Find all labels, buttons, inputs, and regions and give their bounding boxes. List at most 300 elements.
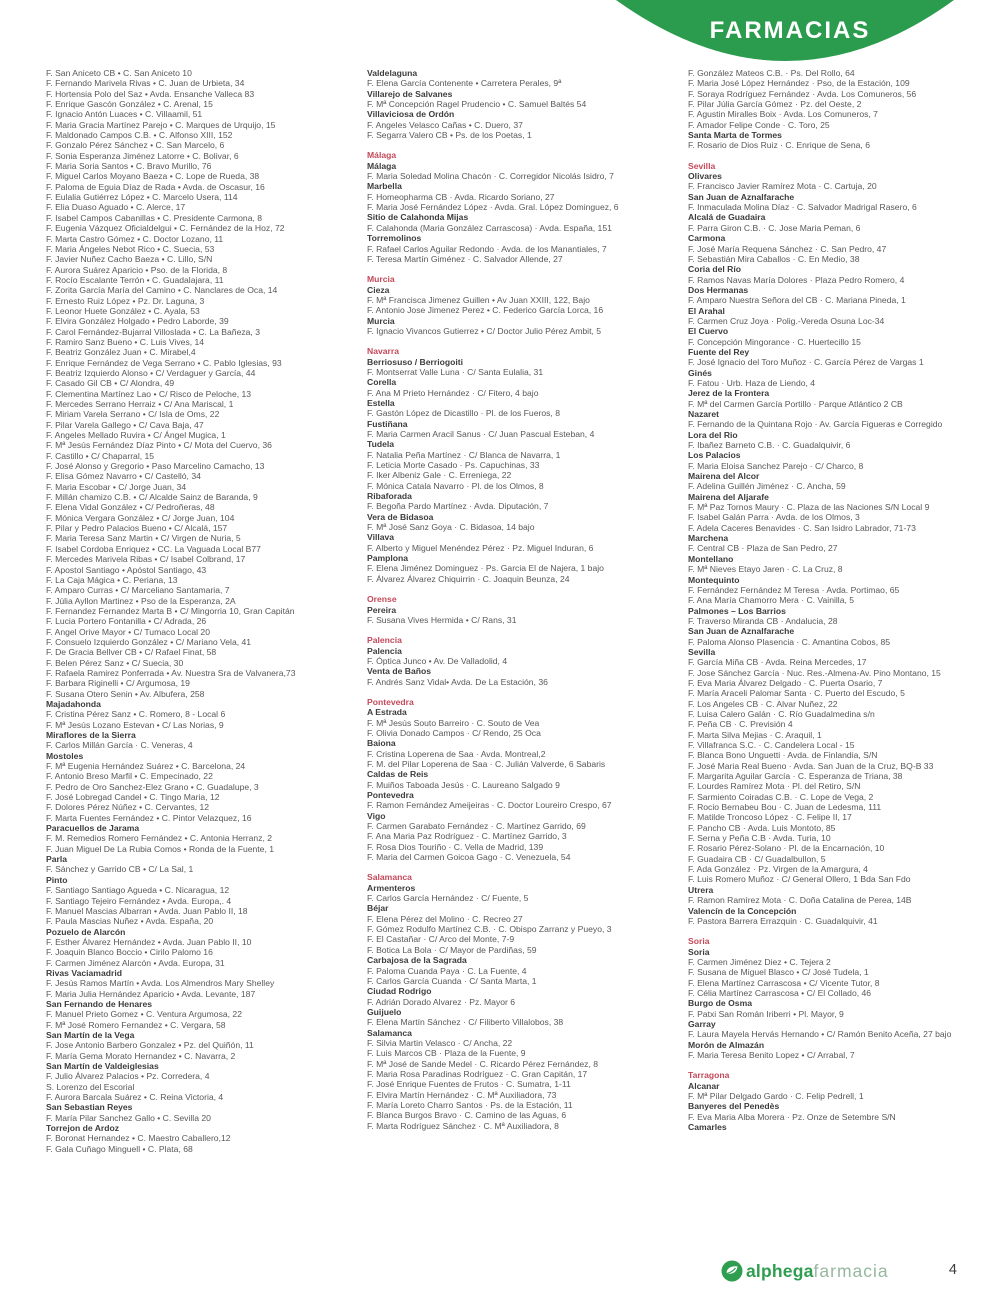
pharmacy-entry: F. Maria Escobar • C/ Jorge Juan, 34 bbox=[46, 481, 187, 492]
city-heading: Majadahonda bbox=[46, 698, 101, 709]
city-heading: Montellano bbox=[688, 553, 734, 564]
pharmacy-entry: F. Isabel Cordoba Enriquez • CC. La Vaguada Local B77 bbox=[46, 543, 261, 554]
city-heading: Málaga bbox=[367, 160, 397, 171]
pharmacy-entry: F. Maria Teresa Benito Lopez • C/ Arrabal, 7 bbox=[688, 1049, 855, 1060]
pharmacy-entry: F. Maria José López Hernández · Pso, de la Estación, 109 bbox=[688, 78, 910, 89]
city-heading: Paracuellos de Jarama bbox=[46, 823, 140, 834]
pharmacy-entry: F. Boronat Hernandez • C. Maestro Caballero,12 bbox=[46, 1133, 231, 1144]
city-heading: Villava bbox=[367, 532, 395, 543]
pharmacy-entry: F. Sonia Esperanza Jiménez Latorre • C. Bolivar, 6 bbox=[46, 150, 239, 161]
pharmacy-entry: F. Mª Francisca Jimenez Guillen • Av Juan XXIII, 122, Bajo bbox=[367, 294, 590, 305]
pharmacy-entry: F. Carmen Jiménez Diez • C. Tejera 2 bbox=[688, 956, 831, 967]
pharmacy-entry: F. Ramon Fernández Ameijeiras · C. Doctor Loureiro Crespo, 67 bbox=[367, 800, 612, 811]
pharmacy-entry: F. Mónica Catala Navarro · Pl. de los Olmos, 8 bbox=[367, 480, 544, 491]
city-heading: Camarles bbox=[688, 1122, 727, 1133]
pharmacy-entry: F. Angeles Mellado Ruvira • C/ Ángel Mugica, 1 bbox=[46, 430, 226, 441]
pharmacy-entry: F. Belen Pérez Sanz • C/ Suecia, 30 bbox=[46, 657, 184, 668]
pharmacy-entry: F. Ana Maria Paz Rodríguez · C. Martínez Garrido, 3 bbox=[367, 831, 567, 842]
pharmacy-entry: F. Ignacio Antón Luaces • C. Villaamil, 51 bbox=[46, 109, 203, 120]
pharmacy-entry: F. Luis Marcos CB · Plaza de la Fuente, 9 bbox=[367, 1048, 526, 1059]
pharmacy-entry: F. Javier Nuñez Cacho Baeza • C. Lillo, S/N bbox=[46, 254, 213, 265]
pharmacy-entry: F. Maria Rosa Paradinas Rodríguez · C. Gran Capitán, 17 bbox=[367, 1068, 588, 1079]
pharmacy-entry: F. Julio Álvarez Palacios • Pz. Corredera, 4 bbox=[46, 1071, 210, 1082]
pharmacy-entry: F. Marta Castro Gómez • C. Doctor Lozano, 11 bbox=[46, 233, 224, 244]
province-heading: Pontevedra bbox=[367, 696, 414, 707]
city-heading: Villarejo de Salvanes bbox=[367, 88, 453, 99]
pharmacy-entry: F. Maria Carmen Aracil Sanus · C/ Juan Pascual Esteban, 4 bbox=[367, 429, 595, 439]
pharmacy-entry: F. José Enrique Fuentes de Frutos · C. Sumatra, 1-11 bbox=[367, 1079, 571, 1090]
pharmacy-entry: F. Mª Nieves Etayo Jaren · C. La Cruz, 8 bbox=[688, 564, 843, 575]
pharmacy-entry: F. Rosa Dios Touriño · C. Vella de Madrid, 139 bbox=[367, 841, 544, 852]
pharmacy-entry: F. Ada González · Pz. Virgen de la Amargura, 4 bbox=[688, 864, 868, 875]
alphega-leaf-icon bbox=[721, 1260, 743, 1282]
city-heading: Rivas Vaciamadrid bbox=[46, 967, 122, 978]
pharmacy-entry: F. Alberto y Miguel Menéndez Pérez · Pz. Miguel Induran, 6 bbox=[367, 542, 594, 553]
pharmacy-entry: F. Mª Pilar Delgado Gardo · C. Felip Pedrell, 1 bbox=[688, 1091, 864, 1101]
pharmacy-entry: F. Luis Romero Muñoz · C/ General Ollero, 1 Bda San Fdo bbox=[688, 874, 911, 885]
pharmacy-entry: F. José Maria Real Bueno · Avda. San Juan de la Cruz, BQ-B 33 bbox=[688, 760, 934, 771]
pharmacy-entry: F. Peña CB · C. Previsión 4 bbox=[688, 719, 793, 730]
brand-name-light: farmacia bbox=[813, 1260, 889, 1281]
province-heading: Navarra bbox=[367, 346, 400, 357]
province-heading: Soria bbox=[688, 936, 710, 947]
city-heading: Pinto bbox=[46, 874, 68, 885]
pharmacy-entry: F. María Gema Morato Hernandez • C. Navarra, 2 bbox=[46, 1050, 236, 1061]
pharmacy-entry: F. Agustin Miralles Boix · Avda. Los Comuneros, 7 bbox=[688, 109, 878, 120]
pharmacy-entry: F. Margarita Aguilar García · C. Esperanza de Triana, 38 bbox=[688, 771, 903, 782]
city-heading: Mairena del Aljarafe bbox=[688, 491, 769, 502]
pharmacy-entry: F. Paloma de Eguia Díaz de Rada • Avda. de Oscasur, 16 bbox=[46, 181, 265, 192]
pharmacy-entry: F. Carmen Cruz Joya · Polig.-Vereda Osuna Loc-34 bbox=[688, 315, 885, 326]
pharmacy-entry: F. Rocío Escalante Terrón • C. Guadalajara, 11 bbox=[46, 274, 224, 285]
city-heading: Mostoles bbox=[46, 750, 84, 761]
city-heading: S. Lorenzo del Escorial bbox=[46, 1081, 135, 1092]
pharmacy-entry: F. Esther Álvarez Hernández • Avda. Juan Pablo II, 10 bbox=[46, 936, 252, 947]
pharmacy-entry: F. Botica La Bola · C/ Mayor de Pardiñas, 59 bbox=[367, 944, 537, 955]
pharmacy-entry: F. González Mateos C.B. · Ps. Del Rollo, 64 bbox=[688, 68, 855, 78]
pharmacy-entry: F. Begoña Pardo Martínez · Avda. Diputación, 7 bbox=[367, 501, 549, 512]
city-heading: Pozuelo de Alarcón bbox=[46, 926, 126, 937]
pharmacy-entry: F. Enrique Fernández de Vega Serrano • C. Pablo Iglesias, 93 bbox=[46, 357, 282, 368]
pharmacy-entry: F. Luisa Calero Galán · C. Río Guadalmedina s/n bbox=[688, 708, 875, 719]
pharmacy-entry: F. Gala Cuñago Minguell • C. Plata, 68 bbox=[46, 1143, 193, 1154]
pharmacy-entry: F. José María Requena Sánchez · C. San Pedro, 47 bbox=[688, 243, 887, 254]
pharmacy-entry: F. Miriam Varela Serrano • C/ Isla de Oms, 22 bbox=[46, 409, 220, 420]
city-heading: Soria bbox=[688, 946, 710, 957]
pharmacy-entry: F. Cristina Pérez Sanz • C. Romero, 8 - Local 6 bbox=[46, 709, 226, 720]
pharmacy-entry: F. Amador Felipe Conde · C. Toro, 25 bbox=[688, 119, 830, 130]
pharmacy-entry: F. De Gracia Bellver CB • C/ Rafael Finat, 58 bbox=[46, 647, 217, 658]
pharmacy-entry: F. Paula Mascias Nuñez • Avda. España, 20 bbox=[46, 916, 214, 927]
pharmacy-entry: F. Castillo • C/ Chaparral, 15 bbox=[46, 450, 155, 461]
pharmacy-entry: F. Elisa Gómez Navarro • C/ Castelló, 34 bbox=[46, 471, 201, 482]
pharmacy-entry: F. Homeopharma CB · Avda. Ricardo Soriano, 27 bbox=[367, 191, 555, 202]
city-heading: El Cuervo bbox=[688, 326, 729, 337]
city-heading: San Martín de Valdeiglesias bbox=[46, 1061, 159, 1071]
directory-column-2 bbox=[367, 68, 671, 1131]
pharmacy-entry: F. Maria José Fernández López · Avda. Gral. López Dominguez, 6 bbox=[367, 202, 619, 213]
province-heading: Sevilla bbox=[688, 160, 716, 171]
city-heading: Estella bbox=[367, 397, 395, 408]
pharmacy-entry: F. Maria Soria Santos • C. Bravo Murillo, 76 bbox=[46, 161, 212, 172]
pharmacy-entry: F. El Castañar · C/ Arco del Monte, 7-9 bbox=[367, 934, 515, 945]
pharmacy-entry: F. Elena Martínez Carrascosa • C/ Vicente Tutor, 8 bbox=[688, 977, 880, 988]
pharmacy-entry: F. Marta Rodríguez Sánchez · C. Mª Auxiliadora, 8 bbox=[367, 1120, 559, 1131]
city-heading: Ciudad Rodrigo bbox=[367, 986, 432, 997]
pharmacy-entry: F. Los Angeles CB · C. Alvar Nuñez, 22 bbox=[688, 698, 838, 709]
pharmacy-entry: F. Patxi San Román Iriberri • Pl. Mayor, 9 bbox=[688, 1008, 844, 1019]
page-number: 4 bbox=[948, 1262, 957, 1278]
city-heading: Villaviciosa de Ordón bbox=[367, 109, 455, 120]
pharmacy-entry: F. Maria Teresa Sanz Martin • C/ Virgen de Nuria, 5 bbox=[46, 533, 241, 544]
province-heading: Tarragona bbox=[688, 1070, 730, 1081]
pharmacy-entry: F. Isabel Galán Parra · Avda. de los Olmos, 3 bbox=[688, 512, 860, 523]
pharmacy-entry: F. Dolores Pérez Núñez • C. Cervantes, 12 bbox=[46, 802, 210, 813]
pharmacy-entry: F. Jesús Ramos Martín • Avda. Los Almendros Mary Shelley bbox=[46, 978, 275, 989]
pharmacy-entry: F. Lucia Portero Fontanilla • C/ Adrada, 26 bbox=[46, 616, 207, 627]
pharmacy-entry: F. Óptica Junco • Av. De Valladolid, 4 bbox=[367, 655, 508, 666]
pharmacy-entry: F. Cristina Loperena de Saa · Avda. Montreal,2 bbox=[367, 748, 546, 759]
pharmacy-entry: F. Jose Antonio Barbero Gonzalez • Pz. del Quiñón, 11 bbox=[46, 1040, 254, 1051]
pharmacy-entry: F. Susana Otero Senin • Av. Albufera, 258 bbox=[46, 688, 205, 699]
pharmacy-entry: F. Millán chamizo C.B. • C/ Alcalde Sainz de Baranda, 9 bbox=[46, 492, 258, 503]
pharmacy-entry: F. Fernando de la Quintana Rojo · Av. García Figueras e Corregido bbox=[688, 419, 943, 430]
pharmacy-entry: F. Carmen Garabato Fernández · C. Martínez Garrido, 69 bbox=[367, 821, 586, 832]
city-heading: Guijuelo bbox=[367, 1006, 402, 1017]
pharmacy-entry: F. Maria Soledad Molina Chacón · C. Corregidor Nicolás Isidro, 7 bbox=[367, 171, 614, 182]
city-heading: Caldas de Reis bbox=[367, 769, 429, 780]
pharmacy-entry: F. Elena Jiménez Dominguez · Ps. Garcia El de Najera, 1 bajo bbox=[367, 563, 604, 574]
city-heading: Carbajosa de la Sagrada bbox=[367, 955, 467, 966]
pharmacy-entry: F. Maria Gracia Martínez Parejo • C. Marques de Urquijo, 15 bbox=[46, 119, 276, 130]
pharmacy-entry: F. Ernesto Ruiz López • Pz. Dr. Laguna, 3 bbox=[46, 295, 205, 306]
pharmacy-entry: F. Maria Ángeles Nebot Rico • C. Suecia, 53 bbox=[46, 243, 215, 254]
pharmacy-entry: F. Mª José Sanz Goya · C. Bidasoa, 14 bajo bbox=[367, 522, 535, 533]
pharmacy-entry: F. Zorita García María del Camino • C. Nanclares de Oca, 14 bbox=[46, 285, 278, 296]
city-heading: Ribaforada bbox=[367, 491, 412, 502]
pharmacy-entry: F. Paloma Cuanda Paya · C. La Fuente, 4 bbox=[367, 965, 527, 976]
city-heading: Burgo de Osma bbox=[688, 998, 752, 1009]
pharmacy-entry: F. Amparo Nuestra Señora del CB · C. Mariana Pineda, 1 bbox=[688, 295, 906, 306]
pharmacy-entry: F. Ramos Navas María Dolores · Plaza Pedro Romero, 4 bbox=[688, 274, 905, 285]
pharmacy-entry: F. Álvarez Álvarez Chiquirrin · C. Joaquin Beunza, 24 bbox=[367, 573, 570, 584]
pharmacy-entry: F. Marta Silva Mejias · C. Araquil, 1 bbox=[688, 729, 822, 740]
city-heading: Ginés bbox=[688, 367, 712, 378]
province-heading: Palencia bbox=[367, 635, 402, 646]
pharmacy-entry: F. Matilde Troncoso López · C. Felipe II, 17 bbox=[688, 812, 852, 823]
city-heading: Coria del Río bbox=[688, 264, 742, 275]
pharmacy-entry: F. Apostol Santiago • Apóstol Santiago, 43 bbox=[46, 564, 207, 575]
pharmacy-entry: F. Elia Duaso Aguado • C. Alerce, 17 bbox=[46, 202, 186, 213]
city-heading: Vigo bbox=[367, 810, 386, 821]
pharmacy-entry: F. Andrés Sanz Vidal• Avda. De La Estación, 36 bbox=[367, 676, 548, 687]
pharmacy-entry: F. San Aniceto CB • C. San Aniceto 10 bbox=[46, 68, 192, 78]
pharmacy-entry: F. Mª Paz Tornos Maury · C. Plaza de las Naciones S/N Local 9 bbox=[688, 502, 930, 513]
city-heading: San Sebastian Reyes bbox=[46, 1102, 133, 1113]
city-heading: Montequinto bbox=[688, 574, 740, 585]
pharmacy-entry: F. Laura Mayela Hervás Hernando • C/ Ramón Benito Aceña, 27 bajo bbox=[688, 1029, 952, 1040]
pharmacy-entry: F. Elena Vidal González • C/ Pedroñeras, 48 bbox=[46, 502, 215, 513]
pharmacy-entry: F. Segarra Valero CB • Ps. de los Poetas, 1 bbox=[367, 130, 532, 141]
pharmacy-entry: F. Mónica Vergara González • C/ Jorge Juan, 104 bbox=[46, 512, 235, 523]
pharmacy-entry: F. Rafaela Ramirez Ponferrada • Av. Nuestra Sra de Valvanera,73 bbox=[46, 667, 296, 678]
city-heading: Los Palacios bbox=[688, 450, 741, 461]
pharmacy-entry: F. Pastora Barrera Errazquin · C. Guadalquivir, 41 bbox=[688, 915, 878, 926]
city-heading: Santa Marta de Tormes bbox=[688, 130, 782, 141]
pharmacy-entry: F. Traverso Miranda CB · Andalucia, 28 bbox=[688, 615, 838, 626]
pharmacy-entry: F. M. del Pilar Loperena de Saa · C. Julián Valverde, 6 Sabaris bbox=[367, 758, 606, 769]
pharmacy-entry: F. Serna y Peña C.B · Avda. Turia, 10 bbox=[688, 833, 831, 844]
pharmacy-entry: F. García Miña CB · Avda. Reina Mercedes, 17 bbox=[688, 657, 867, 668]
pharmacy-entry: F. Mª Eugenia Hernández Suárez • C. Barcelona, 24 bbox=[46, 761, 246, 772]
city-heading: Utrera bbox=[688, 884, 714, 895]
pharmacy-entry: F. Rosario de Dios Ruiz · C. Enrique de Sena, 6 bbox=[688, 140, 870, 151]
pharmacy-entry: F. Elena Martín Sánchez · C/ Filiberto Villalobos, 38 bbox=[367, 1017, 564, 1028]
pharmacy-entry: F. Leticia Morte Casado · Ps. Capuchinas, 33 bbox=[367, 460, 540, 471]
pharmacy-entry: F. Teresa Martín Giménez · C. Salvador Allende, 27 bbox=[367, 253, 563, 264]
city-heading: Nazaret bbox=[688, 409, 720, 419]
city-heading: Pereira bbox=[367, 604, 397, 615]
pharmacy-entry: F. Maria Eloisa Sanchez Parejo · C/ Charco, 8 bbox=[688, 460, 864, 471]
alphega-farmacia-logo bbox=[721, 1259, 889, 1283]
pharmacy-entry: F. Gómez Rodulfo Martínez C.B. · C. Obispo Zarranz y Pueyo, 3 bbox=[367, 924, 612, 935]
pharmacy-entry: F. Eva Maria Alba Morera · Pz. Onze de Setembre S/N bbox=[688, 1111, 896, 1122]
pharmacy-entry: F. Carmen Jiménez Alarcón • Avda. Europa, 31 bbox=[46, 957, 225, 968]
pharmacy-entry: F. Beatriz Izquierdo Alonso • C/ Verdaguer y García, 44 bbox=[46, 367, 256, 378]
pharmacy-entry: F. Susana de Miguel Blasco • C/ José Tudela, 1 bbox=[688, 967, 869, 978]
pharmacy-entry: F. Amparo Curras • C/ Marceliano Santamaria, 7 bbox=[46, 585, 230, 596]
city-heading: Salamanca bbox=[367, 1027, 412, 1038]
pharmacy-entry: F. M. Remedios Romero Fernández • C. Antonia Herranz, 2 bbox=[46, 833, 273, 844]
pharmacy-entry: F. Elena García Contenente • Carretera Perales, 9ª bbox=[367, 78, 562, 89]
pharmacy-entry: F. Carlos García Hernández · C/ Fuente, 5 bbox=[367, 893, 529, 904]
pharmacy-entry: F. Ana M Prieto Hernández · C/ Fitero, 4 bajo bbox=[367, 387, 539, 398]
city-heading: Carmona bbox=[688, 233, 726, 244]
city-heading: Torrejon de Ardoz bbox=[46, 1123, 120, 1134]
pharmacy-entry: F. Concepción Mingorance · C. Huertecillo 15 bbox=[688, 336, 861, 347]
pharmacy-entry: F. Susana Vives Hermida • C/ Rans, 31 bbox=[367, 614, 517, 625]
pharmacy-entry: F. Juan Miguel De La Rubia Comos • Ronda de la Fuente, 1 bbox=[46, 843, 275, 854]
pharmacy-entry: F. Eva Maria Álvarez Delgado · C. Puerta Osario, 7 bbox=[688, 677, 883, 688]
pharmacy-entry: F. Sebastián Mira Caballos · C. En Medio, 38 bbox=[688, 253, 860, 264]
pharmacy-entry: F. Joaquin Blanco Boccio • Cirilo Palomo 16 bbox=[46, 947, 213, 958]
pharmacy-entry: F. Aurora Barcala Suárez • C. Reina Victoria, 4 bbox=[46, 1092, 224, 1103]
city-heading: Palmones – Los Barrios bbox=[688, 605, 786, 616]
pharmacy-entry: F. Angeles Velasco Cañas • C. Duero, 37 bbox=[367, 119, 523, 130]
pharmacy-entry: F. Antonio Breso Marfil • C. Empecinado, 22 bbox=[46, 771, 213, 782]
pharmacy-entry: F. Gonzalo Pérez Sánchez • C. San Marcelo, 6 bbox=[46, 140, 225, 151]
pharmacy-entry: F. Lourdes Ramírez Mota · Pl. del Retiro, S/N bbox=[688, 781, 861, 792]
city-heading: Murcia bbox=[367, 315, 395, 326]
city-heading: Béjar bbox=[367, 903, 389, 914]
city-heading: Vera de Bidasoa bbox=[367, 511, 434, 522]
pharmacy-entry: F. Pancho CB · Avda. Luis Montoto, 85 bbox=[688, 822, 836, 833]
pharmacy-entry: F. Manuel Prieto Gomez • C. Ventura Argumosa, 22 bbox=[46, 1009, 242, 1020]
pharmacy-entry: F. Montserrat Valle Luna · C/ Santa Eulalia, 31 bbox=[367, 366, 544, 377]
city-heading: Marchena bbox=[688, 533, 729, 544]
city-heading: Dos Hermanas bbox=[688, 284, 749, 295]
city-heading: Olivares bbox=[688, 171, 722, 182]
pharmacy-entry: F. Parra Giron C.B. · C. Jose Maria Peman, 6 bbox=[688, 222, 861, 233]
pharmacy-entry: F. Manuel Mascias Albarran • Avda. Juan Pablo II, 18 bbox=[46, 905, 248, 916]
pharmacy-entry: F. María Pilar Sanchez Gallo • C. Sevilla 20 bbox=[46, 1112, 211, 1123]
pharmacy-entry: F. Central CB · Plaza de San Pedro, 27 bbox=[688, 543, 838, 554]
province-heading: Salamanca bbox=[367, 872, 412, 883]
pharmacy-entry: F. Marta Fuentes Fernández • C. Pintor Velazquez, 16 bbox=[46, 812, 252, 823]
pharmacy-entry: F. Barbara Riginelli • C/ Argumosa, 19 bbox=[46, 678, 190, 689]
page-title: FARMACIAS bbox=[709, 17, 871, 44]
pharmacy-entry: F. Blanca Bono Unguetti · Avda. de Finlandia, S/N bbox=[688, 750, 878, 761]
city-heading: Lora del Rio bbox=[688, 429, 738, 440]
city-heading: Alcanar bbox=[688, 1080, 720, 1091]
pharmacy-entry: F. Soraya Rodríguez Fernández · Avda. Los Comuneros, 56 bbox=[688, 88, 917, 99]
pharmacy-entry: F. Mercedes Marivela Ribas • C/ Isabel Colbrand, 17 bbox=[46, 554, 246, 565]
city-heading: Mairena del Alcor bbox=[688, 471, 760, 482]
pharmacy-entry: F. Mª Jesús Fernández Díaz Pinto • C/ Mota del Cuervo, 36 bbox=[46, 440, 272, 451]
pharmacy-entry: F. Pilar y Pedro Palacios Bueno • C/ Alcalá, 157 bbox=[46, 523, 228, 534]
pharmacy-entry: F. Pilar Varela Gallego • C/ Cava Baja, 47 bbox=[46, 419, 204, 430]
pharmacy-entry: F. Eugenia Vázquez Oficialdelgui • C. Fernández de la Hoz, 72 bbox=[46, 223, 285, 234]
pharmacy-entry: F. Pedro de Oro Sanchez-Elez Grano • C. Guadalupe, 3 bbox=[46, 781, 259, 792]
city-heading: A Estrada bbox=[367, 707, 407, 718]
city-heading: Valencín de la Concepción bbox=[688, 905, 797, 916]
pharmacy-entry: F. Rocio Bernabeu Bou · C. Juan de Ledesma, 111 bbox=[688, 802, 882, 813]
pharmacy-entry: F. Mª Jesús Souto Barreiro · C. Souto de Vea bbox=[367, 717, 540, 728]
city-heading: San Martín de la Vega bbox=[46, 1029, 135, 1040]
pharmacy-entry: F. Maria del Carmen Goicoa Gago · C. Venezuela, 54 bbox=[367, 852, 571, 863]
pharmacy-entry: F. José Alonso y Gregorio • Paso Marcelino Camacho, 13 bbox=[46, 461, 265, 472]
pharmacy-entry: F. Maldonado Campos C.B. • C. Alfonso XIII, 152 bbox=[46, 130, 233, 141]
pharmacy-entry: F. Calahonda (Maria González Carrascosa) · Avda. España, 151 bbox=[367, 222, 612, 233]
pharmacy-entry: F. José Lobregad Candel • C. Tingo Maria, 12 bbox=[46, 792, 220, 803]
pharmacy-entry: F. Jose Sánchez García · Nuc. Res.-Almena-Av. Pino Montano, 15 bbox=[688, 667, 941, 678]
pharmacy-entry: F. María Loreto Charro Santos · Ps. de la Estación, 11 bbox=[367, 1099, 573, 1110]
pharmacy-entry: F. Elvira Martín Hernández · C. Mª Auxiliadora, 73 bbox=[367, 1089, 557, 1100]
pharmacy-entry: F. Francisco Javier Ramírez Mota · C. Cartuja, 20 bbox=[688, 181, 877, 192]
pharmacy-entry: F. Clementina Martínez Lao • C/ Risco de Peloche, 13 bbox=[46, 388, 252, 399]
province-heading: Málaga bbox=[367, 150, 397, 161]
pharmacy-entry: F. Adelina Guillén Jiménez · C. Ancha, 59 bbox=[688, 481, 846, 492]
pharmacy-entry: F. Carlos García Cuanda · C/ Santa Marta, 1 bbox=[367, 975, 537, 986]
pharmacy-entry: F. Olivia Donado Campos · C/ Rendo, 25 Oca bbox=[367, 727, 541, 738]
pharmacy-entry: F. Muiños Taboada Jesús · C. Laureano Salgado 9 bbox=[367, 779, 560, 790]
pharmacy-entry: F. Gastón López de Dicastillo · Pl. de los Fueros, 8 bbox=[367, 408, 560, 419]
brand-name-bold: alphega bbox=[746, 1260, 814, 1281]
city-heading: Sitio de Calahonda Mijas bbox=[367, 212, 469, 223]
city-heading: Corella bbox=[367, 377, 397, 388]
pharmacy-entry: F. Rosario Pérez-Solano · Pl. de la Encarnación, 10 bbox=[688, 843, 885, 854]
pharmacy-entry: F. Rafael Carlos Aguilar Redondo · Avda. de los Manantiales, 7 bbox=[367, 243, 607, 254]
province-heading: Orense bbox=[367, 594, 397, 605]
city-heading: Fustiñana bbox=[367, 418, 408, 429]
city-heading: Palencia bbox=[367, 645, 402, 656]
pharmacy-entry: F. Maria Julia Hernández Aparicio • Avda. Levante, 187 bbox=[46, 988, 256, 999]
city-heading: Tudela bbox=[367, 439, 395, 450]
city-heading: Alcalá de Guadaira bbox=[688, 212, 766, 223]
city-heading: Baiona bbox=[367, 738, 396, 749]
pharmacy-entry: F. Aurora Suárez Aparicio • Pso. de la Florida, 8 bbox=[46, 264, 228, 275]
pharmacy-entry: F. Fernández Fernández M Teresa · Avda. Portimao, 65 bbox=[688, 584, 900, 595]
pharmacy-entry: F. Inmaculada Molina Díaz · C. Salvador Madrigal Rasero, 6 bbox=[688, 202, 917, 213]
pharmacy-entry: F. Ramiro Sanz Bueno • C. Luis Vives, 14 bbox=[46, 336, 205, 347]
city-heading: Pamplona bbox=[367, 553, 409, 564]
pharmacy-entry: F. Ana María Chamorro Mera · C. Vainilla, 5 bbox=[688, 595, 855, 606]
pharmacy-entry: F. Iker Albeniz Gale · C. Erreniega, 22 bbox=[367, 470, 512, 481]
city-heading: Miraflores de la Sierra bbox=[46, 730, 136, 740]
directory-column-1 bbox=[46, 68, 350, 1154]
pharmacy-entry: F. Elvira González Holgado • Pedro Laborde, 39 bbox=[46, 316, 229, 327]
city-heading: Jerez de la Frontera bbox=[688, 388, 770, 399]
pharmacy-entry: F. José Ignacio del Toro Muñoz · C. García Pérez de Vargas 1 bbox=[688, 357, 924, 368]
pharmacy-entry: F. Mª José de Sande Medel · C. Ricardo Pérez Fernández, 8 bbox=[367, 1058, 599, 1069]
pharmacy-entry: F. Ibañez Barneto C.B. · C. Guadalquivir, 6 bbox=[688, 440, 851, 451]
city-heading: Cieza bbox=[367, 284, 390, 295]
pharmacy-entry: F. Adrián Dorado Alvarez · Pz. Mayor 6 bbox=[367, 996, 516, 1007]
city-heading: Torremolinos bbox=[367, 233, 422, 244]
directory-column-3 bbox=[688, 68, 986, 1132]
city-heading: Berriosuso / Berriogoiti bbox=[367, 356, 463, 367]
pharmacy-entry: F. Adela Caceres Benavides · C. San Isidro Labrador, 71-73 bbox=[688, 522, 916, 533]
pharmacy-entry: F. María Araceli Palomar Santa · C. Puerto del Escudo, 5 bbox=[688, 688, 905, 699]
city-heading: Armenteros bbox=[367, 882, 416, 893]
city-heading: Pontevedra bbox=[367, 790, 414, 800]
pharmacy-entry: F. Fernando Marivela Rivas • C. Juan de Urbieta, 34 bbox=[46, 78, 245, 89]
city-heading: El Arahal bbox=[688, 305, 725, 316]
city-heading: Venta de Baños bbox=[367, 666, 431, 677]
pharmacy-entry: F. Mª del Carmen García Portillo · Parque Atlántico 2 CB bbox=[688, 398, 903, 409]
pharmacy-entry: F. Leonor Huete González • C. Ayala, 53 bbox=[46, 305, 200, 316]
city-heading: San Juan de Aznalfarache bbox=[688, 191, 795, 202]
pharmacy-entry: F. Hortensia Polo del Saz • Avda. Ensanche Valleca 83 bbox=[46, 88, 255, 99]
pharmacy-entry: F. Guadaira CB · C/ Guadalbullon, 5 bbox=[688, 853, 826, 864]
city-heading: Parla bbox=[46, 854, 68, 865]
city-heading: Marbella bbox=[367, 181, 402, 192]
city-heading: Morón de Almazán bbox=[688, 1039, 765, 1050]
pharmacy-entry: F. Santiago Santiago Agueda • C. Nicaragua, 12 bbox=[46, 885, 230, 896]
pharmacy-entry: F. Sánchez y Garrido CB • C/ La Sal, 1 bbox=[46, 864, 194, 875]
pharmacy-entry: F. La Caja Mágica • C. Periana, 13 bbox=[46, 574, 178, 585]
pharmacy-entry: F. Sarmiento Coiradas C.B. · C. Lope de Vega, 2 bbox=[688, 791, 874, 802]
pharmacy-entry: F. Mª José Romero Fernandez • C. Vergara, 58 bbox=[46, 1019, 226, 1030]
pharmacy-entry: F. Villafranca S.C. · C. Candelera Local - 15 bbox=[688, 740, 855, 750]
pharmacy-entry: F. Júlia Ayllon Martinez • Pso de la Esperanza, 2A bbox=[46, 595, 236, 606]
city-heading: Fuente del Rey bbox=[688, 346, 750, 357]
pharmacy-entry: F. Célia Martínez Carrascosa • C/ El Collado, 46 bbox=[688, 987, 872, 998]
pharmacy-entry: F. Natalia Peña Martínez · C/ Blanca de Navarra, 1 bbox=[367, 449, 561, 460]
pharmacy-entry: F. Isabel Campos Cabanillas • C. Presidente Carmona, 8 bbox=[46, 212, 263, 223]
pharmacy-entry: F. Silvia Martin Velasco · C/ Ancha, 22 bbox=[367, 1037, 513, 1048]
province-heading: Murcia bbox=[367, 274, 395, 285]
pharmacy-entry: F. Ramon Ramírez Mota · C. Doña Catalina de Perea, 14B bbox=[688, 895, 912, 906]
pharmacy-entry: F. Consuelo Izquierdo González • C/ Mariano Vela, 41 bbox=[46, 636, 252, 647]
pharmacy-entry: F. Beatriz González Juan • C. Mirabel,4 bbox=[46, 347, 196, 358]
pharmacy-entry: F. Casado Gil CB • C/ Alondra, 49 bbox=[46, 378, 175, 389]
pharmacy-entry: F. Mª Jesús Lozano Estevan • C/ Las Norias, 9 bbox=[46, 719, 224, 730]
city-heading: Garray bbox=[688, 1018, 716, 1029]
pharmacy-entry: F. Blanca Burgos Bravo · C. Camino de las Aguas, 6 bbox=[367, 1110, 567, 1121]
pharmacy-entry: F. Mª Concepción Ragel Prudencio • C. Samuel Baltés 54 bbox=[367, 99, 587, 110]
city-heading: Banyeres del Penedès bbox=[688, 1101, 780, 1112]
pharmacy-entry: F. Fatou · Urb. Haza de Liendo, 4 bbox=[688, 377, 816, 388]
pharmacy-entry: F. Fernandez Fernandez Marta B • C/ Mingorria 10, Gran Capitán bbox=[46, 605, 295, 616]
pharmacy-entry: F. Enrique Gascón González • C. Arenal, 15 bbox=[46, 99, 213, 110]
pharmacy-entry: F. Carol Fernández-Bujarral Villoslada • C. La Bañeza, 3 bbox=[46, 326, 260, 337]
pharmacy-entry: F. Antonio Jose Jimenez Perez • C. Federico García Lorca, 16 bbox=[367, 305, 604, 316]
pharmacy-entry: F. Pilar Júlia García Gómez · Pz. del Oeste, 2 bbox=[688, 99, 862, 110]
city-heading: Valdelaguna bbox=[367, 68, 418, 78]
pharmacy-entry: F. Miguel Carlos Moyano Baeza • C. Lope de Rueda, 38 bbox=[46, 171, 260, 182]
pharmacy-entry: F. Santiago Tejeiro Fernández • Avda. Europa,. 4 bbox=[46, 895, 232, 906]
